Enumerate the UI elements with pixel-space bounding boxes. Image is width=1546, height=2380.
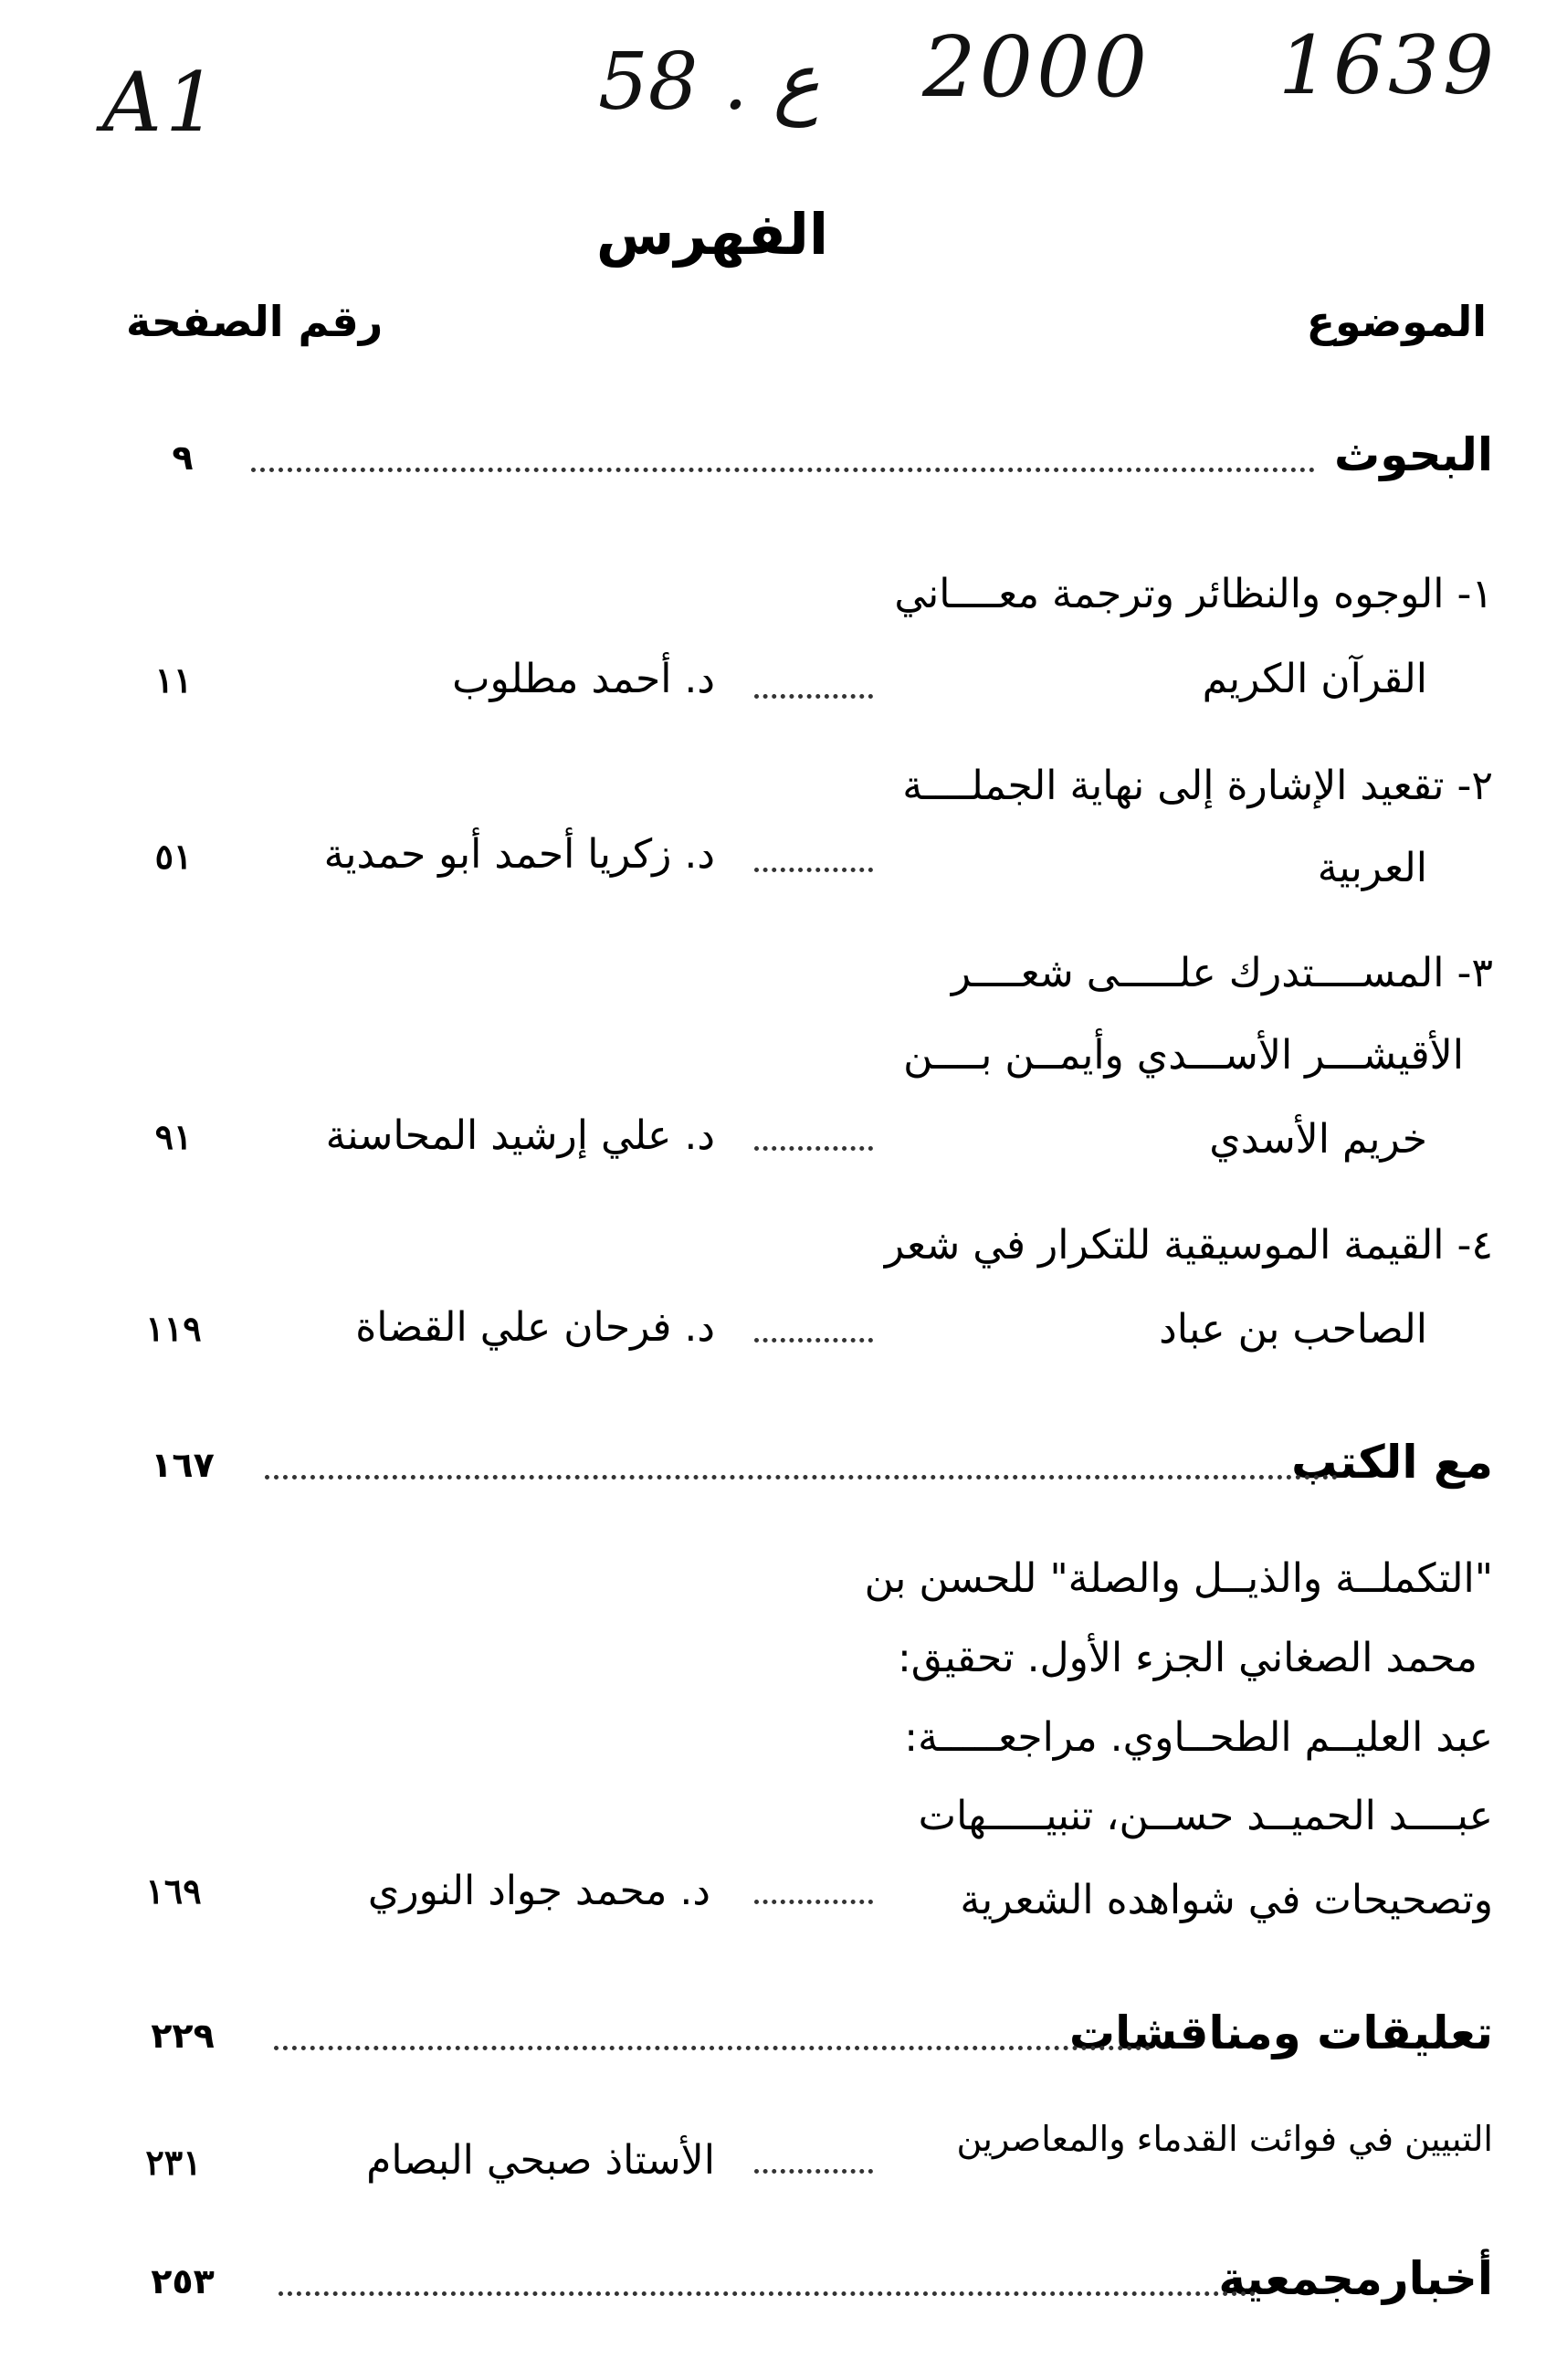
section-page-number: ٩: [172, 437, 194, 478]
entry-3-line-3: خريم الأسدي: [1209, 1116, 1427, 1163]
entry-5-line-1: "التكملــة والذيــل والصلة" للحسن بن: [864, 1555, 1493, 1602]
entry-5-line-2: محمد الصغاني الجزء الأول. تحقيق:: [897, 1635, 1478, 1681]
entry-5-author: د. محمد جواد النوري: [367, 1868, 710, 1914]
entry-5-line-4: عبــــد الحميــد حســن، تنبيـــــهات: [918, 1793, 1493, 1839]
section-page-number: ٢٥٣: [151, 2261, 215, 2301]
section-page-number: ٢٢٩: [151, 2016, 215, 2056]
entry-4-author: د. فرحان علي القضاة: [355, 1304, 715, 1351]
topic-column-header: الموضوع: [1306, 297, 1487, 346]
entry-1-author: د. أحمد مطلوب: [452, 656, 715, 702]
leader-dots: [754, 1900, 873, 1904]
entry-2-author: د. زكريا أحمد أبو حمدية: [323, 831, 715, 878]
section-label: تعليقات ومناقشات: [1068, 2006, 1493, 2059]
handwritten-a1: A1: [102, 55, 222, 151]
entry-2-line-1: ٢- تقعيد الإشارة إلى نهاية الجملــــة: [902, 763, 1493, 809]
section-label: البحوث: [1334, 428, 1493, 481]
entry-4-line-2: الصاحب بن عباد: [1159, 1306, 1427, 1353]
entry-4-page: ١١٩: [145, 1308, 202, 1349]
entry-3-line-2: الأقيشـــر الأســـدي وأيمــن بــــن: [903, 1032, 1464, 1079]
entry-3-page: ٩١: [154, 1116, 193, 1157]
section-row-books: [0, 1432, 1546, 1496]
leader-dots: [279, 2291, 1256, 2296]
section-row-research: [0, 425, 1546, 489]
leader-dots: [754, 1338, 873, 1343]
entry-1-line-1: ١- الوجوه والنظائر وترجمة معــــاني: [894, 571, 1493, 617]
section-row-comments: [0, 2003, 1546, 2067]
section-row-news: [0, 2248, 1546, 2312]
entry-6-page: ٢٣١: [145, 2142, 202, 2183]
handwritten-number: 1639: [1278, 18, 1498, 112]
leader-dots: [251, 468, 1315, 472]
section-page-number: ١٦٧: [151, 1445, 215, 1485]
entry-5-line-3: عبد العليــم الطحــاوي. مراجعـــــة:: [904, 1714, 1493, 1761]
leader-dots: [265, 1475, 1338, 1480]
entry-6-line-1: التبيين في فوائت القدماء والمعاصرين: [956, 2119, 1493, 2159]
handwritten-code: 58 . ع: [598, 37, 820, 128]
page-title: الفهرس: [595, 201, 829, 268]
entry-1-line-2: القرآن الكريم: [1202, 656, 1427, 702]
entry-3-line-1: ٣- المســــتدرك علـــــى شعــــر: [951, 950, 1493, 996]
entry-4-line-1: ٤- القيمة الموسيقية للتكرار في شعر: [884, 1222, 1493, 1269]
handwritten-year: 2000: [922, 18, 1152, 116]
entry-3-author: د. علي إرشيد المحاسنة: [325, 1112, 715, 1159]
entry-1-page: ١١: [154, 659, 193, 700]
section-label: مع الكتب: [1291, 1436, 1493, 1489]
entry-2-line-2: العربية: [1317, 845, 1427, 891]
leader-dots: [754, 2169, 873, 2174]
section-label: أخبارمجمعية: [1218, 2252, 1493, 2305]
entry-2-page: ٥١: [154, 836, 193, 877]
leader-dots: [274, 2046, 1151, 2050]
entry-5-page: ١٦٩: [145, 1870, 202, 1911]
entry-6-author: الأستاذ صبحي البصام: [366, 2137, 715, 2184]
leader-dots: [754, 1146, 873, 1151]
leader-dots: [754, 868, 873, 872]
entry-5-line-5: وتصحيحات في شواهده الشعرية: [960, 1877, 1493, 1923]
page-column-header: رقم الصفحة: [126, 297, 384, 346]
leader-dots: [754, 694, 873, 699]
